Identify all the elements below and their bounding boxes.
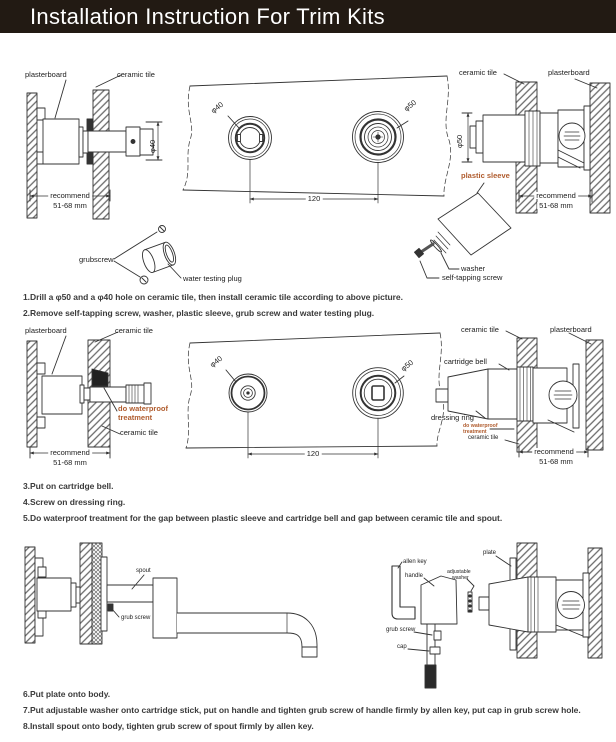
cap-label: cap <box>397 644 407 650</box>
s2-right-recommend-dim: recommend <box>534 446 574 456</box>
s2-mid-phi40-dim: φ40 <box>208 353 225 370</box>
step-1: 1.Drill a φ50 and a φ40 hole on ceramic tile, then install ceramic tile according to above picture. <box>23 292 403 302</box>
s2-left-treatment-label: treatment <box>118 412 153 422</box>
grubscrew-label: grubscrew <box>79 255 114 264</box>
s2-left-recommend-dim: recommend <box>50 447 90 457</box>
s1-mid-phi40-dim: φ40 <box>209 99 226 116</box>
s2-right-plasterboard-label: plasterboard <box>550 325 592 334</box>
cartridge-bell-label: cartridge bell <box>444 357 487 366</box>
s1-left-ceramic-tile-label: ceramic tile <box>117 70 155 79</box>
step-5: 5.Do waterproof treatment for the gap between plastic sleeve and cartridge bell and gap between ceramic tile and spout. <box>23 513 503 523</box>
step-7: 7.Put adjustable washer onto cartridge stick, put on handle and tighten grub screw of handle firmly by allen key, put cap in grub screw hole. <box>23 705 581 715</box>
s2-right-treatment-label: treatment <box>463 429 487 435</box>
step-4: 4.Screw on dressing ring. <box>23 497 126 507</box>
s2-right-do-waterproof-label: do waterproof <box>463 423 498 429</box>
s1-right-recommend-dim: recommend <box>536 190 576 200</box>
s2-right-ceramic-tile-label: ceramic tile <box>461 325 499 334</box>
s1-left-plasterboard-label: plasterboard <box>25 70 67 79</box>
s1-mid-120-dim: 120 <box>307 193 321 203</box>
s1-left-phi40-dim: φ40 <box>148 139 157 153</box>
washer-label: washer <box>461 264 486 273</box>
s3-left-grub-screw-label: grub screw <box>121 615 151 621</box>
s3-mid-grub-screw-label: grub screw <box>386 627 416 633</box>
s3-left-diagram <box>25 543 317 657</box>
self-tapping-screw-label: self-tapping screw <box>442 273 503 282</box>
s1-left-range-dim: 51-68 mm <box>53 200 87 210</box>
water-testing-plug-label: water testing plug <box>183 274 242 283</box>
plate-label: plate <box>483 550 497 556</box>
spout-label: spout <box>136 568 151 574</box>
s2-right-ceramic-tile2-label: ceramic tile <box>468 435 499 441</box>
s1-right-range-dim: 51-68 mm <box>539 200 573 210</box>
s2-left-ceramic-tile-label: ceramic tile <box>115 326 153 335</box>
s2-mid-phi50-dim: φ50 <box>399 357 416 374</box>
s2-left-do-waterproof-label: do waterproof <box>118 404 168 413</box>
adjustable-washer-label-1: adjustable <box>447 569 471 575</box>
s2-left-diagram <box>27 332 151 458</box>
dressing-ring-label: dressing ring <box>431 413 474 422</box>
s2-left-plasterboard-label: plasterboard <box>25 326 67 335</box>
s1-left-recommend-dim: recommend <box>50 190 90 200</box>
page-title: Installation Instruction For Trim Kits <box>30 3 385 29</box>
s1-right-phi50-dim: φ50 <box>455 134 464 148</box>
s1-right-plasterboard-label: plasterboard <box>548 68 590 77</box>
step-3: 3.Put on cartridge bell. <box>23 481 114 491</box>
s2-left-range-dim: 51-68 mm <box>53 457 87 467</box>
s2-right-diagram <box>436 331 603 457</box>
s2-left-ceramic-tile2-label: ceramic tile <box>120 428 158 437</box>
s1-right-ceramic-tile-label: ceramic tile <box>459 68 497 77</box>
step-8: 8.Install spout onto body, tighten grub screw of spout firmly by allen key. <box>23 721 314 731</box>
adjustable-washer-label-2: washer <box>452 575 469 581</box>
s1-middle-diagram <box>183 76 451 203</box>
plastic-sleeve-label: plastic sleeve <box>461 171 510 180</box>
s2-middle-diagram <box>186 333 444 458</box>
step-2: 2.Remove self-tapping screw, washer, plastic sleeve, grub screw and water testing plug. <box>23 308 375 318</box>
step-6: 6.Put plate onto body. <box>23 689 111 699</box>
handle-label: handle <box>405 573 424 579</box>
allen-key-label: allen key <box>403 559 427 565</box>
s1-parts-grubscrew-plug <box>114 226 181 285</box>
s1-mid-phi50-dim: φ50 <box>402 97 419 114</box>
s2-right-range-dim: 51-68 mm <box>539 456 573 466</box>
s2-mid-120-dim: 120 <box>306 448 320 458</box>
s3-right-diagram <box>479 543 602 658</box>
